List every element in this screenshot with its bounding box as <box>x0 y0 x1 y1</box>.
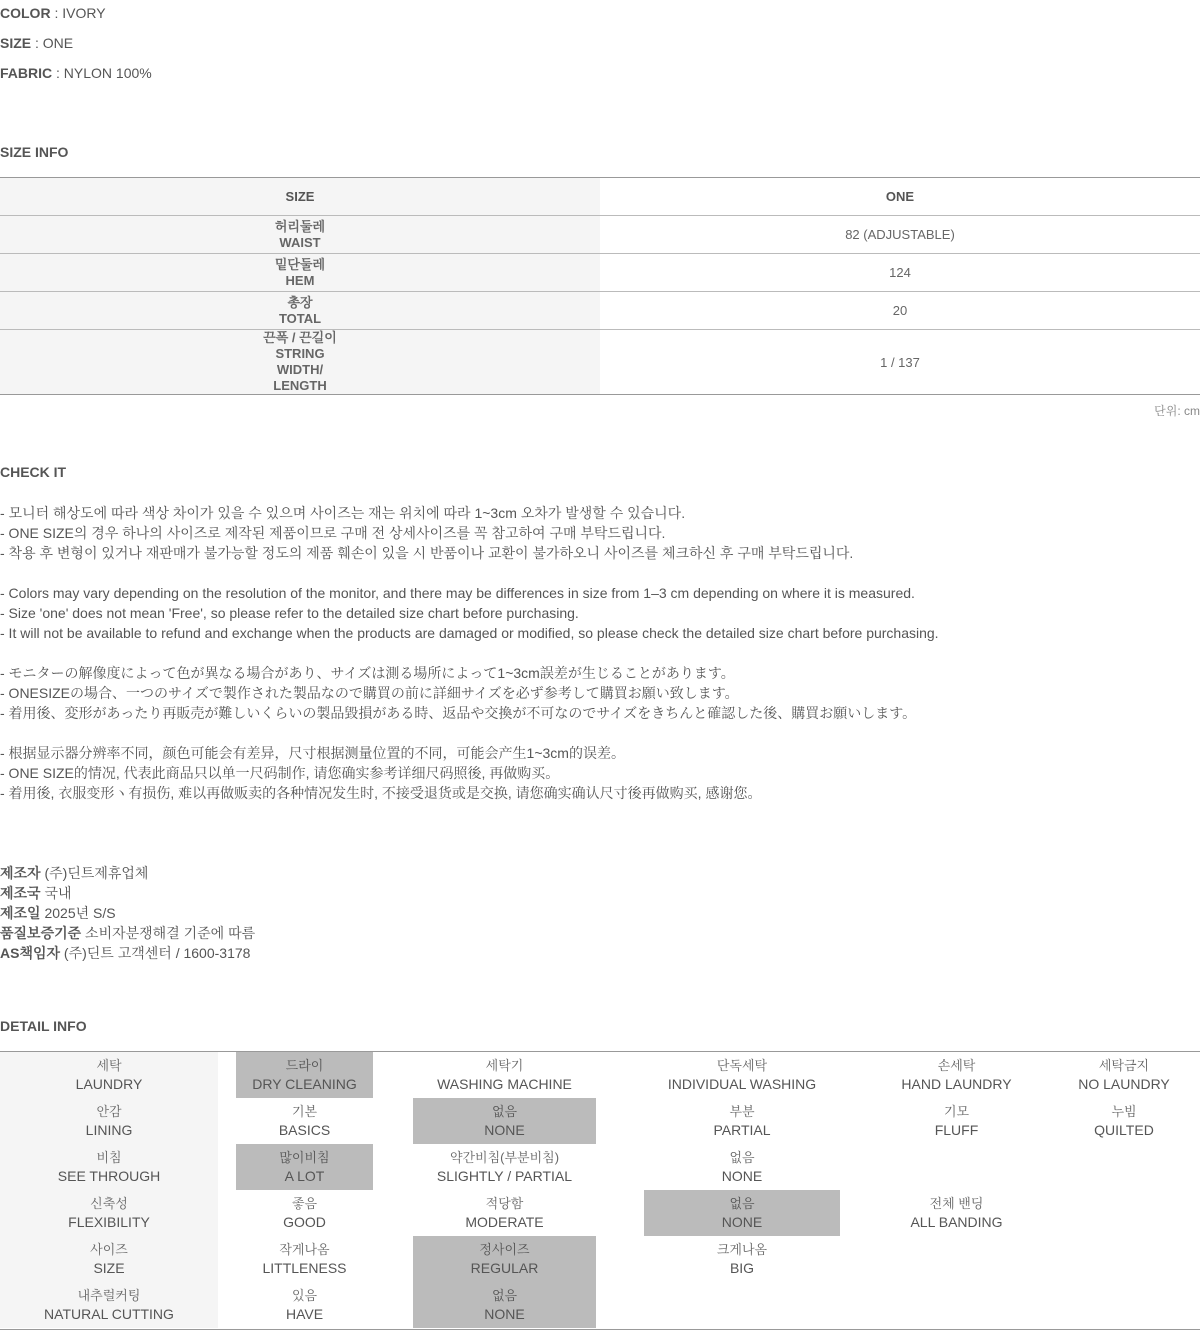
detail-row-label <box>0 1052 218 1098</box>
table-row <box>0 216 1200 254</box>
option-en: NO LAUNDRY <box>1078 1076 1170 1092</box>
label-en: SIZE <box>93 1260 125 1276</box>
row-label-en: WAIST <box>279 234 321 250</box>
option-ko: 없음 <box>729 1150 755 1165</box>
detail-option-selected <box>413 1282 596 1328</box>
option-en: PARTIAL <box>713 1122 771 1138</box>
maker-label: 제조자 <box>0 865 41 881</box>
spec-label: FABRIC <box>0 65 53 81</box>
option-ko: 있음 <box>291 1288 318 1303</box>
spec-color <box>0 3 106 23</box>
option-en: BASICS <box>278 1122 331 1138</box>
row-label-en: LENGTH <box>273 378 327 393</box>
size-table-header <box>0 178 1200 216</box>
option-en: MODERATE <box>465 1214 544 1230</box>
label-ko: 신축성 <box>90 1196 128 1211</box>
detail-option <box>873 1190 1040 1236</box>
option-en: WASHING MACHINE <box>437 1076 572 1092</box>
detail-row-label <box>0 1098 218 1144</box>
note-ko: - 모니터 해상도에 따라 색상 차이가 있을 수 있으며 사이즈는 재는 위치에 따라 1~3cm 오차가 발생할 수 있습니다. <box>0 505 686 521</box>
maker-row <box>0 943 255 963</box>
detail-option-selected <box>644 1190 840 1236</box>
option-ko: 약간비침(부분비침) <box>449 1150 560 1165</box>
detail-option <box>236 1282 373 1328</box>
detail-option <box>413 1052 596 1098</box>
option-ko: 정사이즈 <box>479 1242 530 1257</box>
option-en: REGULAR <box>470 1260 539 1276</box>
detail-option <box>1048 1052 1200 1098</box>
option-ko: 부분 <box>729 1104 755 1119</box>
note-ja: - 着用後、変形があったり再販売が難しいくらいの製品毀損がある時、返品や交換が不可なのでサイズをきちんと確認した後、購買お願いします。 <box>0 705 917 721</box>
row-label-en: HEM <box>285 272 315 288</box>
row-label-en: WIDTH/ <box>276 362 324 377</box>
row-label-ko: 총장 <box>287 294 313 310</box>
option-ko: 기본 <box>291 1104 318 1119</box>
maker-value: 소비자분쟁해결 기준에 따름 <box>81 925 256 941</box>
option-en: FLUFF <box>934 1122 979 1138</box>
maker-info <box>0 863 255 963</box>
size-info-title: SIZE INFO <box>0 144 69 160</box>
option-en: INDIVIDUAL WASHING <box>667 1076 817 1092</box>
detail-grid <box>0 1051 1200 1330</box>
note-ko: - ONE SIZE의 경우 하나의 사이즈로 제작된 제품이므로 구매 전 상세사이즈를 꼭 참고하여 구매 부탁드립니다. <box>0 525 666 541</box>
detail-option-selected <box>236 1052 373 1098</box>
detail-option <box>236 1236 373 1282</box>
detail-option <box>1048 1098 1200 1144</box>
label-ko: 내추럴커팅 <box>77 1288 141 1303</box>
option-en: HAND LAUNDRY <box>901 1076 1012 1092</box>
detail-row-label <box>0 1190 218 1236</box>
option-ko: 없음 <box>491 1288 518 1303</box>
note-zh: - 根据显示器分辨率不同，颜色可能会有差异，尺寸根据测量位置的不同，可能会产生1~3cm的误差。 <box>0 745 625 761</box>
option-ko: 세탁금지 <box>1098 1058 1150 1073</box>
maker-label: 제조일 <box>0 905 41 921</box>
option-ko: 없음 <box>491 1104 518 1119</box>
option-en: NONE <box>484 1306 525 1322</box>
detail-option <box>644 1236 840 1282</box>
note-zh: - ONE SIZE的情况, 代表此商品只以单一尺码制作, 请您确实参考详细尺码照後, 再做购买。 <box>0 765 560 781</box>
spec-value: : ONE <box>31 35 74 51</box>
note-en: - Colors may vary depending on the resolution of the monitor, and there may be differences in size from 1–3 cm depending on where it is measured. <box>0 585 915 601</box>
maker-value: (주)딘트제휴업체 <box>40 865 149 881</box>
detail-option <box>413 1144 596 1190</box>
row-label <box>0 292 600 330</box>
detail-option <box>873 1098 1040 1144</box>
maker-value: (주)딘트 고객센터 / 1600-3178 <box>60 945 251 961</box>
detail-option <box>236 1190 373 1236</box>
size-header-label: SIZE <box>0 178 600 216</box>
detail-option <box>236 1098 373 1144</box>
option-ko: 드라이 <box>285 1058 324 1073</box>
check-it-title: CHECK IT <box>0 464 67 480</box>
note-zh: - 着用後, 衣服变形ヽ有损伤, 难以再做贩卖的各种情况发生时, 不接受退货或是交换, 请您确实确认尺寸後再做购买, 感谢您。 <box>0 785 762 801</box>
spec-label: COLOR <box>0 5 51 21</box>
option-en: GOOD <box>283 1214 326 1230</box>
row-label <box>0 254 600 292</box>
maker-row <box>0 883 255 903</box>
label-en: NATURAL CUTTING <box>44 1306 174 1322</box>
row-value: 124 <box>600 254 1200 292</box>
option-ko: 세탁기 <box>485 1058 524 1073</box>
table-row <box>0 330 1200 395</box>
detail-option <box>644 1052 840 1098</box>
detail-option-selected <box>413 1236 596 1282</box>
option-en: QUILTED <box>1094 1122 1154 1138</box>
option-en: NONE <box>721 1168 763 1184</box>
option-ko: 단독세탁 <box>716 1058 768 1073</box>
note-ko: - 착용 후 변형이 있거나 재판매가 불가능할 정도의 제품 훼손이 있을 시 반품이나 교환이 불가하오니 사이즈를 체크하신 후 구매 부탁드립니다. <box>0 545 854 561</box>
detail-row-label <box>0 1144 218 1190</box>
maker-value: 2025년 S/S <box>40 905 116 921</box>
label-ko: 세탁 <box>96 1058 122 1073</box>
row-value: 1 / 137 <box>880 354 920 370</box>
detail-info-title: DETAIL INFO <box>0 1018 87 1034</box>
row-label <box>0 216 600 254</box>
label-ko: 사이즈 <box>90 1242 128 1257</box>
detail-option <box>644 1144 840 1190</box>
row-label-ko: 밑단둘레 <box>274 256 326 272</box>
note-ja: - ONESIZEの場合、一つのサイズで製作された製品なので購買の前に詳細サイズを必ず参考して購買お願い致します。 <box>0 685 739 701</box>
unit-note: 단위: cm <box>1154 404 1200 418</box>
label-en: LINING <box>85 1122 133 1138</box>
option-ko: 작게나옴 <box>279 1242 330 1257</box>
option-ko: 손세탁 <box>937 1058 976 1073</box>
note-en: - It will not be available to refund and exchange when the products are damaged or modified, so please check the detailed size chart before purchasing. <box>0 625 939 641</box>
maker-row <box>0 923 255 943</box>
table-row <box>0 254 1200 292</box>
option-en: LITTLENESS <box>262 1260 347 1276</box>
note-en: - Size 'one' does not mean 'Free', so please refer to the detailed size chart before purchasing. <box>0 605 579 621</box>
detail-option-selected <box>413 1098 596 1144</box>
option-en: A LOT <box>284 1168 325 1184</box>
label-ko: 안감 <box>96 1104 122 1119</box>
option-ko: 많이비침 <box>279 1150 330 1165</box>
row-value: 20 <box>600 292 1200 330</box>
detail-row-label <box>0 1236 218 1282</box>
option-ko: 없음 <box>729 1196 755 1211</box>
option-ko: 좋음 <box>291 1196 318 1211</box>
option-en: HAVE <box>285 1306 324 1322</box>
maker-row <box>0 903 255 923</box>
maker-label: AS책임자 <box>0 945 61 961</box>
check-it-notes <box>0 503 1200 803</box>
detail-option <box>644 1098 840 1144</box>
label-en: FLEXIBILITY <box>68 1214 150 1230</box>
option-en: BIG <box>729 1260 755 1276</box>
maker-label: 품질보증기준 <box>0 925 82 941</box>
size-header-value: ONE <box>600 178 1200 216</box>
option-ko: 누빔 <box>1111 1104 1137 1119</box>
option-en: ALL BANDING <box>910 1214 1003 1230</box>
maker-row <box>0 863 255 883</box>
option-en: SLIGHTLY / PARTIAL <box>436 1168 573 1184</box>
option-ko: 크게나옴 <box>716 1242 768 1257</box>
option-en: NONE <box>484 1122 525 1138</box>
spec-label: SIZE <box>0 35 32 51</box>
detail-option <box>873 1052 1040 1098</box>
label-en: LAUNDRY <box>75 1076 143 1092</box>
option-ko: 기모 <box>943 1104 970 1119</box>
table-row <box>0 292 1200 330</box>
label-en: SEE THROUGH <box>57 1168 161 1184</box>
spec-fabric <box>0 63 152 83</box>
size-table <box>0 177 1200 395</box>
row-label-ko: 끈폭 / 끈길이 <box>263 330 337 345</box>
note-ja: - モニターの解像度によって色が異なる場合があり、サイズは測る場所によって1~3cm誤差が生じることがあります。 <box>0 665 735 681</box>
row-label-ko: 허리둘레 <box>274 218 326 234</box>
spec-value: : IVORY <box>50 5 106 21</box>
row-label-en: STRING <box>275 346 325 361</box>
spec-size <box>0 33 73 53</box>
detail-row-label <box>0 1282 218 1328</box>
detail-option <box>413 1190 596 1236</box>
option-ko: 적당함 <box>485 1196 524 1211</box>
option-en: DRY CLEANING <box>252 1076 357 1092</box>
option-ko: 전체 밴딩 <box>929 1196 984 1211</box>
detail-option-selected <box>236 1144 373 1190</box>
row-label <box>0 330 600 395</box>
maker-value: 국내 <box>40 885 72 901</box>
spec-value: : NYLON 100% <box>52 65 152 81</box>
row-value: 82 (ADJUSTABLE) <box>600 216 1200 254</box>
label-ko: 비침 <box>96 1150 122 1165</box>
option-en: NONE <box>721 1214 763 1230</box>
maker-label: 제조국 <box>0 885 41 901</box>
row-label-en: TOTAL <box>278 310 322 326</box>
